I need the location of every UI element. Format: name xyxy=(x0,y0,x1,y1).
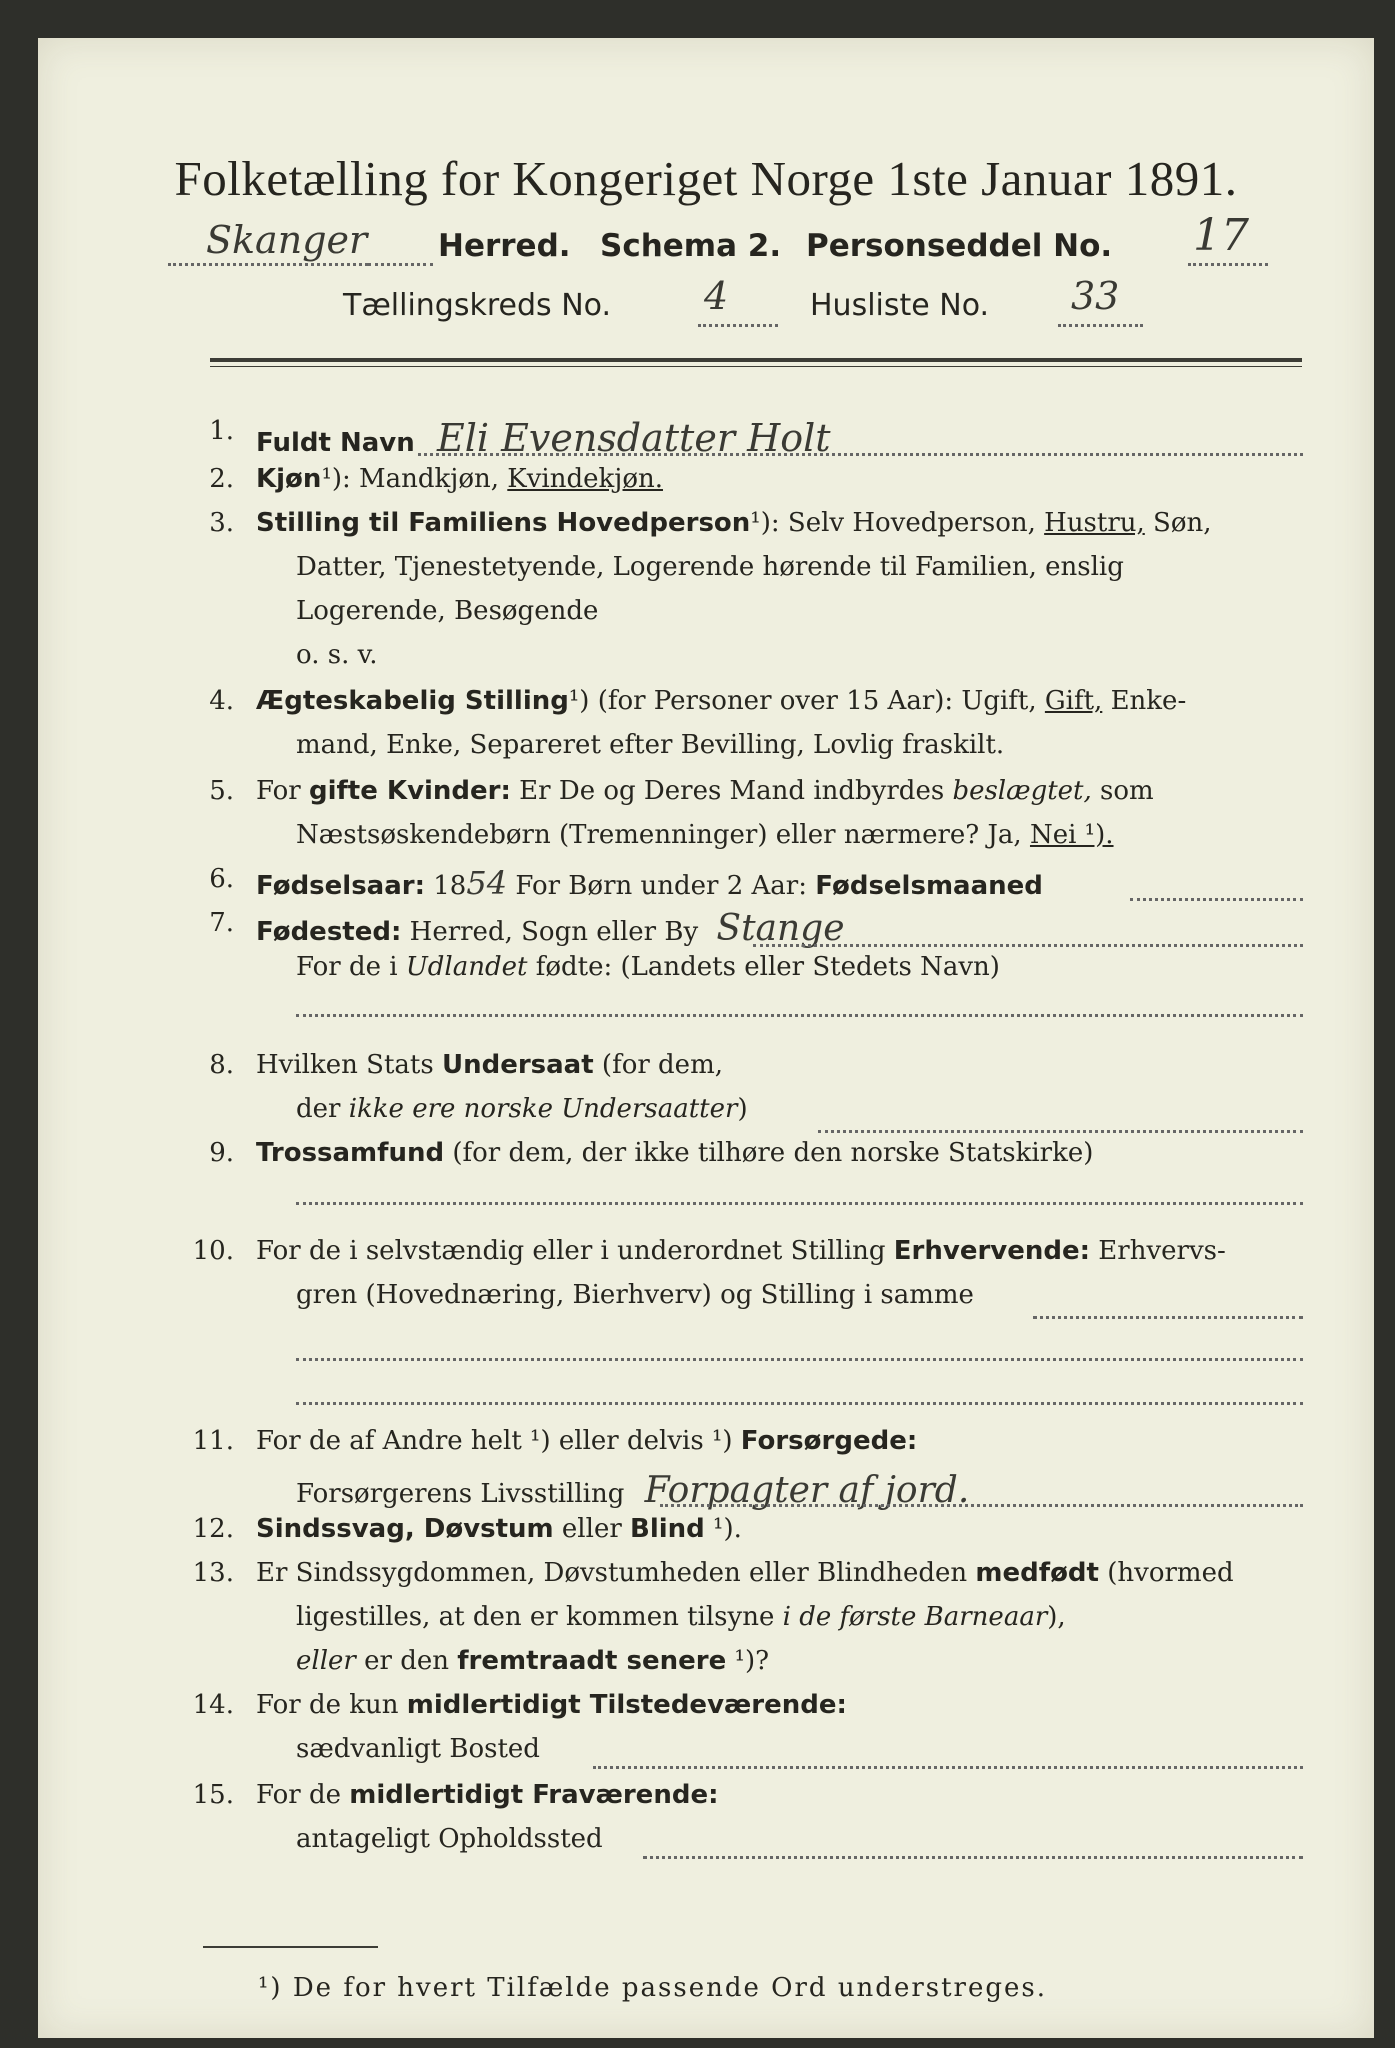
item-11: 11. For de af Andre helt ¹) eller delvis ¹) Forsørgede: xyxy=(192,1426,918,1456)
personseddel-number: 17 xyxy=(1193,210,1249,261)
birth-year-handwriting: 54 xyxy=(466,864,508,902)
item-14-dotline xyxy=(593,1766,1303,1769)
item-13-line-2: ligestilles, at den er kommen tilsyne i de første Barneaar), xyxy=(296,1602,1066,1632)
item-2: 2. Kjøn¹): Mandkjøn, Kvindekjøn. xyxy=(209,464,663,494)
item-3-line-2: Datter, Tjenestetyende, Logerende hørende til Familien, enslig xyxy=(296,552,1124,582)
item-5: 5. For gifte Kvinder: Er De og Deres Mand indbyrdes beslægtet, som xyxy=(209,776,1154,806)
tellingskreds-label: Tællingskreds No. xyxy=(343,288,611,323)
name-handwriting: Eli Evensdatter Holt xyxy=(437,416,831,460)
item-1-dotline xyxy=(418,453,1303,456)
item-10-dotline xyxy=(1033,1316,1303,1319)
form-title: Folketælling for Kongeriget Norge 1ste Januar 1891. xyxy=(174,151,1238,206)
herred-dotline-2 xyxy=(368,263,433,266)
item-14: 14. For de kun midlertidigt Tilstedeværende: xyxy=(192,1690,847,1720)
husliste-dotline xyxy=(1058,324,1143,327)
tellingskreds-number: 4 xyxy=(704,274,729,318)
item-15: 15. For de midlertidigt Fraværende: xyxy=(192,1780,719,1810)
item-12: 12. Sindssvag, Døvstum eller Blind ¹). xyxy=(192,1514,742,1544)
item-15-dotline xyxy=(643,1856,1303,1859)
census-form xyxy=(38,38,1374,2038)
item-8: 8. Hvilken Stats Undersaat (for dem, xyxy=(209,1050,723,1080)
item-9: 9. Trossamfund (for dem, der ikke tilhøre den norske Statskirke) xyxy=(209,1138,1094,1168)
item-10-blank-line-1 xyxy=(296,1358,1303,1361)
item-7: 7. Fødested: Herred, Sogn eller By Stange xyxy=(209,908,845,949)
item-4-line-2: mand, Enke, Separeret efter Bevilling, Lovlig fraskilt. xyxy=(296,730,1005,760)
header-rule xyxy=(210,358,1302,362)
item-13: 13. Er Sindssygdommen, Døvstumheden eller Blindheden medfødt (hvormed xyxy=(192,1558,1234,1588)
item-9-blank-line xyxy=(296,1202,1303,1205)
schema-label: Schema 2. xyxy=(600,228,782,264)
item-11-line-2: Forsørgerens Livsstilling Forpagter af jord. xyxy=(296,1470,970,1511)
husliste-label: Husliste No. xyxy=(810,288,990,323)
item-5-line-2: Næstsøskendebørn (Tremenninger) eller nærmere? Ja, Nei ¹). xyxy=(296,820,1114,850)
header-row-1 xyxy=(206,218,367,262)
item-14-line-2: sædvanligt Bosted xyxy=(296,1734,540,1764)
item-4: 4. Ægteskabelig Stilling¹) (for Personer over 15 Aar): Ugift, Gift, Enke- xyxy=(209,686,1187,716)
item-3-line-4: o. s. v. xyxy=(296,640,378,670)
husliste-number: 33 xyxy=(1071,274,1120,318)
item-15-line-2: antageligt Opholdssted xyxy=(296,1824,603,1854)
personseddel-label: Personseddel No. xyxy=(806,228,1113,264)
header-rule-thin xyxy=(210,366,1302,367)
item-7-line-2: For de i Udlandet fødte: (Landets eller Stedets Navn) xyxy=(296,952,1000,982)
item-11-dotline xyxy=(660,1504,1303,1507)
item-8-line-2: der ikke ere norske Undersaatter) xyxy=(296,1094,748,1124)
item-1: 1. Fuldt Navn Eli Evensdatter Holt xyxy=(209,416,831,460)
herred-dotline xyxy=(168,263,368,266)
birthplace-handwriting: Stange xyxy=(716,908,845,949)
provider-handwriting: Forpagter af jord. xyxy=(644,1470,970,1511)
item-7-blank-line xyxy=(296,1014,1303,1017)
item-10-blank-line-2 xyxy=(296,1402,1303,1405)
item-10: 10. For de i selvstændig eller i underordnet Stilling Erhvervende: Erhvervs- xyxy=(192,1236,1226,1266)
item-10-line-2: gren (Hovednæring, Bierhverv) og Stilling i samme xyxy=(296,1280,974,1310)
herred-handwriting: Skanger xyxy=(206,218,368,262)
footnote-rule xyxy=(203,1946,378,1948)
item-3: 3. Stilling til Familiens Hovedperson¹): Selv Hovedperson, Hustru, Søn, xyxy=(209,508,1212,538)
item-7-dotline xyxy=(753,944,1303,947)
tellingskreds-dotline xyxy=(698,324,778,327)
personseddel-dotline xyxy=(1188,263,1268,266)
herred-label: Herred. xyxy=(438,228,571,264)
item-6: 6. Fødselsaar: 1854 For Børn under 2 Aar: Fødselsmaaned xyxy=(209,864,1043,902)
item-6-dotline xyxy=(1130,898,1303,901)
item-8-dotline xyxy=(818,1130,1303,1133)
footnote: ¹) De for hvert Tilfælde passende Ord understreges. xyxy=(258,1973,1048,2003)
item-13-line-3: eller er den fremtraadt senere ¹)? xyxy=(296,1646,770,1676)
item-3-line-3: Logerende, Besøgende xyxy=(296,596,599,626)
